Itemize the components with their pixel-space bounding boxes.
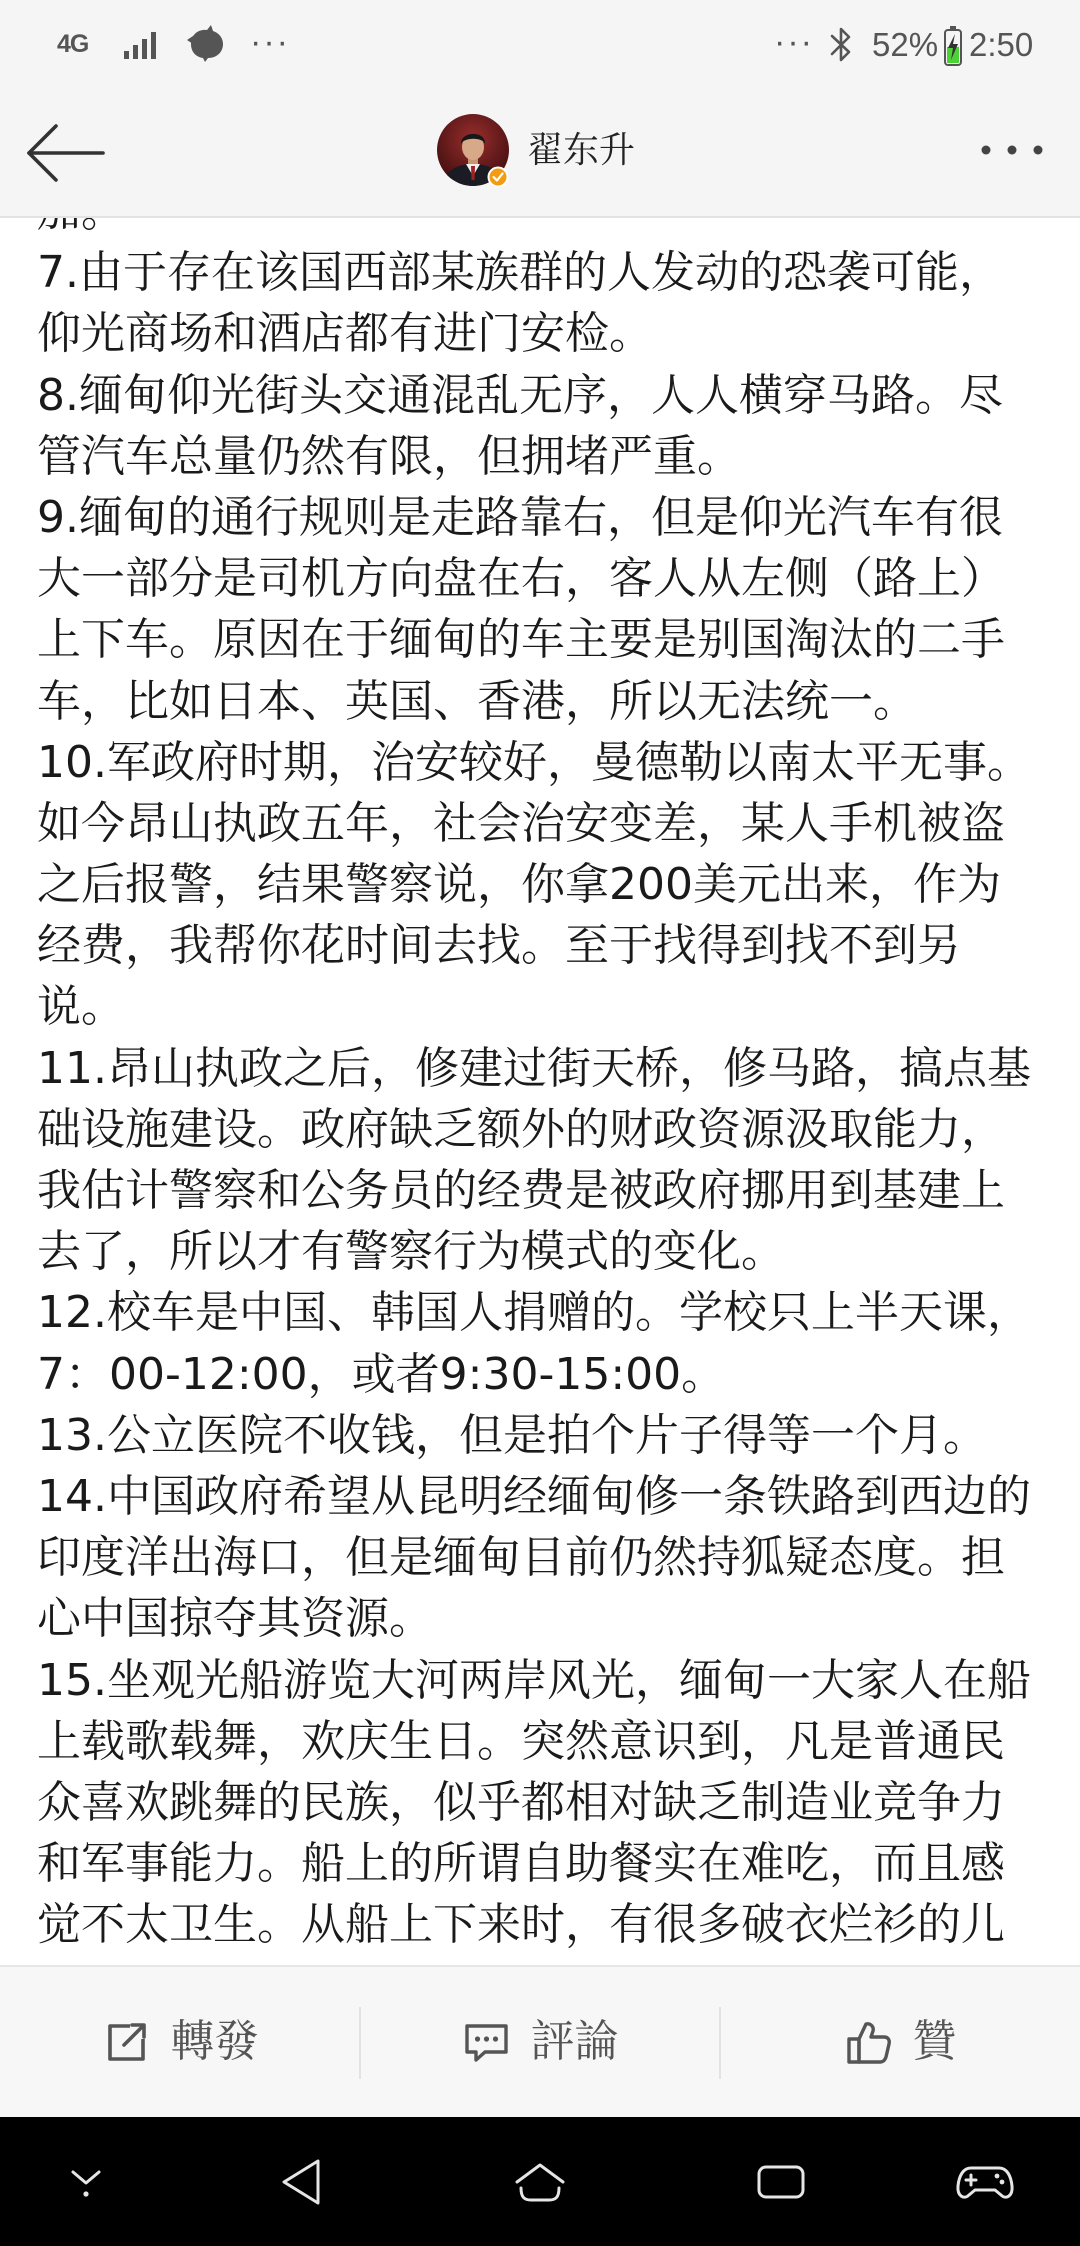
post-text-line: 我估计警察和公务员的经费是被政府挪用到基建上 [37, 1165, 1005, 1216]
comment-label: 評論 [530, 2016, 619, 2067]
comment-button[interactable] [360, 1967, 720, 2117]
back-icon[interactable] [276, 2155, 326, 2209]
post-text-line: 10.军政府时期，治安较好，曼德勒以南太平无事。 [37, 736, 1031, 788]
thumbs-up-icon [844, 2018, 893, 2067]
post-text-line: 说。 [37, 981, 125, 1033]
verified-badge-icon [487, 166, 509, 188]
bluetooth-icon [828, 24, 854, 66]
recent-apps-icon[interactable] [754, 2160, 808, 2204]
repost-button[interactable] [0, 1967, 360, 2117]
battery-percent: 52% [872, 26, 939, 63]
post-text-line: 上载歌载舞，欢庆生日。突然意识到，凡是普通民 [37, 1715, 1005, 1767]
post-text-line: 如今昂山执政五年，社会治安变差，某人手机被盗 [37, 797, 1005, 849]
post-header [0, 90, 1080, 218]
post-text-line: 和军事能力。船上的所谓自助餐实在难吃，而且感 [37, 1838, 1005, 1890]
post-text-line: 大一部分是司机方向盘在右，客人从左侧（路上） [37, 553, 1005, 605]
status-bar [0, 0, 1080, 90]
post-text-line: 8.缅甸仰光街头交通混乱无序，人人横穿马路。尽 [37, 369, 1003, 421]
more-icon[interactable] [976, 136, 1048, 164]
repost-icon [102, 2018, 151, 2067]
post-text-line: 础设施建设。政府缺乏额外的财政资源汲取能力， [37, 1103, 1005, 1155]
signal-bars-icon [122, 30, 158, 60]
author-name[interactable]: 翟东升 [527, 130, 636, 171]
app-notification-icon [183, 22, 227, 66]
left-overflow-indicator: ··· [250, 23, 290, 61]
hide-nav-chevron-icon[interactable] [64, 2164, 108, 2200]
post-text-line: 印度洋出海口，但是缅甸目前仍然持狐疑态度。担 [37, 1532, 1005, 1584]
like-button[interactable] [720, 1967, 1080, 2117]
post-body [37, 181, 1080, 1955]
repost-label: 轉發 [170, 2016, 259, 2067]
back-arrow-icon[interactable] [22, 120, 110, 186]
right-overflow-indicator: ··· [774, 23, 814, 61]
post-content[interactable] [0, 218, 1080, 1965]
post-text-line: 上下车。原因在于缅甸的车主要是别国淘汰的二手 [37, 614, 1005, 666]
post-text-line: 车，比如日本、英国、香港，所以无法统一。 [37, 675, 917, 727]
post-text-line: 15.坐观光船游览大河两岸风光，缅甸一大家人在船 [37, 1654, 1031, 1706]
clock-time: 2:50 [969, 26, 1034, 63]
post-text-line: 11.昂山执政之后，修建过街天桥，修马路，搞点基 [37, 1042, 1031, 1094]
system-navigation-bar [0, 2117, 1080, 2246]
post-text-line: 12.校车是中国、韩国人捐赠的。学校只上半天课， [37, 1287, 1031, 1339]
home-icon[interactable] [511, 2158, 569, 2206]
post-text-line: 心中国掠夺其资源。 [37, 1593, 433, 1645]
battery-charging-icon [942, 25, 964, 67]
post-text-line: 7：00-12:00，或者9:30-15:00。 [37, 1348, 726, 1400]
post-text-line: 管汽车总量仍然有限，但拥堵严重。 [37, 430, 741, 482]
post-text-line: 7.由于存在该国西部某族群的人发动的恐袭可能， [37, 247, 1003, 299]
post-text-line: 觉不太卫生。从船上下来时，有很多破衣烂衫的儿 [37, 1899, 1005, 1951]
like-label: 贊 [912, 2016, 957, 2067]
post-text-line: 9.缅甸的通行规则是走路靠右，但是仰光汽车有很 [37, 491, 1003, 543]
comment-icon [462, 2018, 511, 2067]
game-launcher-icon[interactable] [956, 2160, 1014, 2204]
network-type-label: 4G [57, 30, 89, 58]
post-action-bar [0, 1965, 1080, 2117]
post-text-line: 经费，我帮你花时间去找。至于找得到找不到另 [37, 920, 961, 972]
post-text-line: 之后报警，结果警察说，你拿200美元出来，作为 [37, 859, 1001, 911]
post-text-line: 14.中国政府希望从昆明经缅甸修一条铁路到西边的 [37, 1470, 1031, 1522]
post-text-line: 众喜欢跳舞的民族，似乎都相对缺乏制造业竞争力 [37, 1776, 1005, 1828]
post-text-line: 去了，所以才有警察行为模式的变化。 [37, 1226, 785, 1278]
post-text-line: 仰光商场和酒店都有进门安检。 [37, 308, 653, 360]
post-text-line: 13.公立医院不收钱，但是拍个片子得等一个月。 [37, 1409, 987, 1461]
